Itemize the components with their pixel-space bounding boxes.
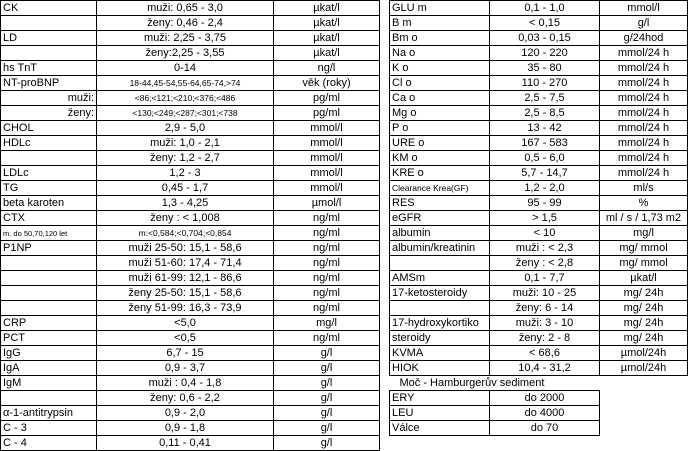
cell-reference-range[interactable]: ženy 51-99: 16,3 - 73,9 [97, 301, 274, 316]
table-row [390, 286, 688, 301]
table-row [390, 31, 688, 46]
cell-unit[interactable]: g/24hod [600, 31, 688, 46]
cell-unit[interactable]: mmol/l [274, 121, 380, 136]
cell-unit[interactable]: µkat/l [274, 16, 380, 31]
cell-unit[interactable]: µkat/l [274, 1, 380, 16]
cell-unit[interactable]: g/l [274, 391, 380, 406]
cell-parameter[interactable]: m. do 50,70,120 let [1, 226, 97, 241]
cell-reference-range[interactable]: m:<0,584;<0,704;<0,854 [97, 226, 274, 241]
cell-reference-range[interactable]: 95 - 99 [490, 196, 600, 211]
table-row [390, 1, 688, 16]
cell-parameter[interactable]: AMSm [390, 271, 490, 286]
cell-unit[interactable]: mmol/24 h [600, 61, 688, 76]
cell-reference-range[interactable]: 120 - 220 [490, 46, 600, 61]
cell-unit[interactable]: g/l [274, 346, 380, 361]
cell-parameter[interactable]: KVMA [390, 346, 490, 361]
cell-unit[interactable]: ml / s / 1,73 m2 [600, 211, 688, 226]
cell-parameter[interactable]: LDLc [1, 166, 97, 181]
cell-parameter[interactable]: LD [1, 31, 97, 46]
cell-reference-range[interactable]: 18-44,45-54,55-64,65-74,>74 [97, 76, 274, 91]
cell-unit[interactable]: mg/ 24h [600, 301, 688, 316]
cell-parameter[interactable]: KM o [390, 151, 490, 166]
table-row [390, 316, 688, 331]
cell-parameter[interactable] [1, 286, 97, 301]
cell-reference-range[interactable]: ženy: 2 - 8 [490, 331, 600, 346]
cell-unit[interactable]: µmol/l [274, 196, 380, 211]
table-row [390, 46, 688, 61]
cell-unit[interactable]: µkat/l [274, 46, 380, 61]
cell-parameter[interactable]: KRE o [390, 166, 490, 181]
cell-unit[interactable]: ng/ml [274, 211, 380, 226]
table-row [390, 151, 688, 166]
cell-reference-range[interactable]: 5,7 - 14,7 [490, 166, 600, 181]
cell-reference-range[interactable]: 1,2 - 3 [97, 166, 274, 181]
cell-unit[interactable]: mg/ mmol [600, 256, 688, 271]
table-row [1, 286, 380, 301]
cell-reference-range[interactable]: < 10 [490, 226, 600, 241]
table-row [1, 211, 380, 226]
table-row [390, 196, 688, 211]
table-row [390, 16, 688, 31]
cell-unit[interactable]: ng/ml [274, 286, 380, 301]
table-row [1, 61, 380, 76]
cell-parameter[interactable]: steroidy [390, 331, 490, 346]
cell-reference-range[interactable]: 6,7 - 15 [97, 346, 274, 361]
cell-unit[interactable]: mmol/24 h [600, 151, 688, 166]
cell-parameter[interactable]: Cl o [390, 76, 490, 91]
cell-parameter[interactable]: GLU m [390, 1, 490, 16]
cell-reference-range[interactable]: > 1,5 [490, 211, 600, 226]
table-row [1, 241, 380, 256]
cell-unit[interactable]: mg/l [600, 226, 688, 241]
cell-reference-range[interactable]: 1,2 - 2,0 [490, 181, 600, 196]
cell-reference-range[interactable]: 0,1 - 1,0 [490, 1, 600, 16]
cell-reference-range[interactable]: 0,9 - 3,7 [97, 361, 274, 376]
cell-reference-range[interactable]: muži: 10 - 25 [490, 286, 600, 301]
cell-parameter[interactable]: Mg o [390, 106, 490, 121]
cell-parameter[interactable]: URE o [390, 136, 490, 151]
table-row [390, 61, 688, 76]
cell-reference-range[interactable]: <0,5 [97, 331, 274, 346]
cell-reference-range[interactable]: 2,5 - 8,5 [490, 106, 600, 121]
cell-parameter[interactable]: eGFR [390, 211, 490, 226]
cell-unit[interactable]: ng/ml [274, 271, 380, 286]
cell-parameter[interactable] [1, 301, 97, 316]
cell-unit[interactable]: µmol/24h [600, 346, 688, 361]
table-row [390, 181, 688, 196]
cell-reference-range[interactable]: 10,4 - 31,2 [490, 361, 600, 376]
sediment-title[interactable]: Moč - Hamburgerův sediment [399, 376, 545, 389]
cell-unit[interactable]: mmol/24 h [600, 91, 688, 106]
cell-unit[interactable]: g/l [274, 361, 380, 376]
table-row [390, 241, 688, 256]
cell-reference-range[interactable]: 0,5 - 6,0 [490, 151, 600, 166]
table-row [1, 316, 380, 331]
cell-reference-range[interactable]: 2,5 - 7,5 [490, 91, 600, 106]
cell-parameter[interactable]: hs TnT [1, 61, 97, 76]
cell-unit[interactable]: mmol/24 h [600, 76, 688, 91]
cell-unit[interactable]: ng/ml [274, 301, 380, 316]
table-row [1, 406, 380, 421]
cell-parameter[interactable] [1, 391, 97, 406]
cell-reference-range[interactable]: ženy 25-50: 15,1 - 58,6 [97, 286, 274, 301]
cell-reference-range[interactable]: ženy : < 2,8 [490, 256, 600, 271]
cell-reference-range[interactable]: muži: 3 - 10 [490, 316, 600, 331]
cell-reference-range[interactable]: muži 61-99: 12,1 - 86,6 [97, 271, 274, 286]
cell-reference-range[interactable]: 110 - 270 [490, 76, 600, 91]
cell-parameter[interactable]: ženy: [1, 106, 97, 121]
cell-parameter[interactable]: α-1-antitrypsin [1, 406, 97, 421]
cell-reference-range[interactable]: ženy : < 1,008 [97, 211, 274, 226]
cell-unit[interactable]: µkat/l [274, 31, 380, 46]
cell-parameter[interactable]: C - 3 [1, 421, 97, 436]
cell-unit[interactable]: mg/ 24h [600, 316, 688, 331]
table-row [1, 181, 380, 196]
cell-parameter[interactable]: NT-proBNP [1, 76, 97, 91]
cell-reference-range[interactable]: muži : < 2,3 [490, 241, 600, 256]
cell-parameter[interactable]: P1NP [1, 241, 97, 256]
cell-unit[interactable]: g/l [600, 16, 688, 31]
cell-unit[interactable]: pg/ml [274, 106, 380, 121]
cell-reference-range[interactable]: < 68,6 [490, 346, 600, 361]
cell-reference-range[interactable]: ženy: 1,2 - 2,7 [97, 151, 274, 166]
table-row [1, 166, 380, 181]
cell-unit[interactable]: mg/l [274, 316, 380, 331]
cell-parameter[interactable] [1, 16, 97, 31]
cell-reference-range[interactable]: 0,9 - 1,8 [97, 421, 274, 436]
cell-reference-range[interactable]: do 2000 [490, 391, 600, 406]
cell-reference-range[interactable]: 0,03 - 0,15 [490, 31, 600, 46]
cell-reference-range[interactable]: 1,3 - 4,25 [97, 196, 274, 211]
cell-unit[interactable]: mmol/l [274, 181, 380, 196]
cell-reference-range[interactable]: ženy: 0,6 - 2,2 [97, 391, 274, 406]
cell-reference-range[interactable]: 0-14 [97, 61, 274, 76]
empty-cell [600, 391, 688, 406]
cell-reference-range[interactable]: muži 25-50: 15,1 - 58,6 [97, 241, 274, 256]
cell-reference-range[interactable]: 0,11 - 0,41 [97, 436, 274, 451]
cell-reference-range[interactable]: muži : 0,4 - 1,8 [97, 376, 274, 391]
cell-parameter[interactable]: Bm o [390, 31, 490, 46]
cell-parameter[interactable] [390, 301, 490, 316]
table-row [390, 331, 688, 346]
cell-unit[interactable]: mmol/l [600, 1, 688, 16]
cell-unit[interactable]: ml/s [600, 181, 688, 196]
table-row [1, 76, 380, 91]
cell-reference-range[interactable]: 35 - 80 [490, 61, 600, 76]
cell-reference-range[interactable]: ženy: 6 - 14 [490, 301, 600, 316]
sediment-row [390, 406, 688, 421]
cell-reference-range[interactable]: 2,9 - 5,0 [97, 121, 274, 136]
cell-reference-range[interactable]: 167 - 583 [490, 136, 600, 151]
cell-reference-range[interactable]: muži 51-60: 17,4 - 71,4 [97, 256, 274, 271]
table-row [390, 346, 688, 361]
cell-parameter[interactable]: albumin/kreatinin [390, 241, 490, 256]
cell-parameter[interactable]: muži: [1, 91, 97, 106]
cell-unit[interactable]: mmol/24 h [600, 106, 688, 121]
cell-parameter[interactable]: Ca o [390, 91, 490, 106]
cell-unit[interactable]: g/l [274, 436, 380, 451]
cell-reference-range[interactable]: 0,1 - 7,7 [490, 271, 600, 286]
cell-parameter[interactable] [390, 256, 490, 271]
table-row [390, 211, 688, 226]
table-row [390, 226, 688, 241]
table-row [390, 271, 688, 286]
cell-parameter[interactable]: CTX [1, 211, 97, 226]
sediment-row [390, 421, 688, 436]
table-row [1, 1, 380, 16]
cell-unit[interactable]: pg/ml [274, 91, 380, 106]
cell-parameter[interactable] [1, 256, 97, 271]
cell-reference-range[interactable]: 0,9 - 2,0 [97, 406, 274, 421]
table-row [390, 361, 688, 376]
cell-parameter[interactable] [1, 151, 97, 166]
cell-parameter[interactable] [1, 271, 97, 286]
cell-unit[interactable]: mg/ mmol [600, 241, 688, 256]
cell-parameter[interactable]: Válce [390, 421, 490, 436]
cell-parameter[interactable]: Clearance Krea(GF) [390, 181, 490, 196]
sediment-title-row [390, 376, 688, 391]
cell-parameter[interactable]: IgM [1, 376, 97, 391]
cell-reference-range[interactable]: ženy: 0,46 - 2,4 [97, 16, 274, 31]
cell-parameter[interactable]: albumin [390, 226, 490, 241]
cell-reference-range[interactable]: muži: 2,25 - 3,75 [97, 31, 274, 46]
cell-unit[interactable]: ng/l [274, 61, 380, 76]
cell-unit[interactable]: mmol/24 h [600, 136, 688, 151]
table-row [1, 271, 380, 286]
sediment-row [390, 391, 688, 406]
table-row [1, 421, 380, 436]
cell-unit[interactable]: ng/ml [274, 226, 380, 241]
cell-parameter[interactable]: IgA [1, 361, 97, 376]
cell-parameter[interactable]: TG [1, 181, 97, 196]
table-row [390, 301, 688, 316]
cell-unit[interactable]: mmol/24 h [600, 46, 688, 61]
cell-unit[interactable]: ng/ml [274, 331, 380, 346]
table-row [1, 151, 380, 166]
cell-unit[interactable]: mmol/l [274, 166, 380, 181]
table-row [1, 361, 380, 376]
cell-unit[interactable]: věk (roky) [274, 76, 380, 91]
cell-parameter[interactable]: 17-ketosteroidy [390, 286, 490, 301]
cell-unit[interactable]: mmol/24 h [600, 166, 688, 181]
cell-parameter[interactable]: LEU [390, 406, 490, 421]
cell-reference-range[interactable]: muži: 1,0 - 2,1 [97, 136, 274, 151]
table-row [390, 76, 688, 91]
cell-unit[interactable]: mg/ 24h [600, 331, 688, 346]
cell-reference-range[interactable]: <5,0 [97, 316, 274, 331]
table-row [390, 91, 688, 106]
table-row [1, 16, 380, 31]
cell-parameter[interactable]: beta karoten [1, 196, 97, 211]
right-reference-table [389, 0, 688, 436]
cell-reference-range[interactable]: ženy:2,25 - 3,55 [97, 46, 274, 61]
cell-parameter[interactable]: CK [1, 1, 97, 16]
cell-parameter[interactable]: HDLc [1, 136, 97, 151]
cell-parameter[interactable]: P o [390, 121, 490, 136]
table-row [390, 121, 688, 136]
cell-unit[interactable]: g/l [274, 421, 380, 436]
cell-reference-range[interactable]: do 70 [490, 421, 600, 436]
table-row [1, 391, 380, 406]
cell-reference-range[interactable]: <86;<121;<210;<376;<486 [97, 91, 274, 106]
table-row [1, 226, 380, 241]
cell-unit[interactable]: mmol/l [274, 136, 380, 151]
cell-unit[interactable]: g/l [274, 376, 380, 391]
cell-unit[interactable]: mg/ 24h [600, 286, 688, 301]
cell-reference-range[interactable]: 0,45 - 1,7 [97, 181, 274, 196]
cell-unit[interactable]: ng/ml [274, 241, 380, 256]
empty-cell [600, 406, 688, 421]
table-row [1, 436, 380, 451]
cell-parameter[interactable] [1, 46, 97, 61]
cell-parameter[interactable]: K o [390, 61, 490, 76]
table-row [1, 346, 380, 361]
table-row [1, 256, 380, 271]
cell-unit[interactable]: mmol/24 h [600, 121, 688, 136]
table-row [1, 106, 380, 121]
table-row [1, 376, 380, 391]
table-row [1, 136, 380, 151]
cell-reference-range[interactable]: < 0,15 [490, 16, 600, 31]
cell-unit[interactable]: ng/ml [274, 256, 380, 271]
table-row [1, 301, 380, 316]
cell-parameter[interactable]: HIOK [390, 361, 490, 376]
table-row [390, 166, 688, 181]
cell-parameter[interactable]: RES [390, 196, 490, 211]
cell-unit[interactable]: g/l [274, 406, 380, 421]
table-row [390, 136, 688, 151]
table-row [1, 331, 380, 346]
cell-parameter[interactable]: ERY [390, 391, 490, 406]
cell-reference-range[interactable]: muži: 0,65 - 3,0 [97, 1, 274, 16]
cell-parameter[interactable]: CHOL [1, 121, 97, 136]
table-row [1, 121, 380, 136]
cell-parameter[interactable]: C - 4 [1, 436, 97, 451]
cell-unit[interactable]: mmol/l [274, 151, 380, 166]
table-row [1, 91, 380, 106]
cell-reference-range[interactable]: <130;<249;<287;<301;<738 [97, 106, 274, 121]
cell-unit[interactable]: % [600, 196, 688, 211]
cell-parameter[interactable]: B m [390, 16, 490, 31]
cell-parameter[interactable]: IgG [1, 346, 97, 361]
cell-reference-range[interactable]: 13 - 42 [490, 121, 600, 136]
table-row [1, 196, 380, 211]
table-row [1, 46, 380, 61]
table-row [390, 106, 688, 121]
empty-cell [600, 421, 688, 436]
cell-reference-range[interactable]: do 4000 [490, 406, 600, 421]
table-row [1, 31, 380, 46]
cell-parameter[interactable]: CRP [1, 316, 97, 331]
cell-parameter[interactable]: 17-hydroxykortiko [390, 316, 490, 331]
cell-parameter[interactable]: PCT [1, 331, 97, 346]
cell-parameter[interactable]: Na o [390, 46, 490, 61]
cell-unit[interactable]: µmol/24h [600, 361, 688, 376]
cell-unit[interactable]: µkat/l [600, 271, 688, 286]
table-row [390, 256, 688, 271]
